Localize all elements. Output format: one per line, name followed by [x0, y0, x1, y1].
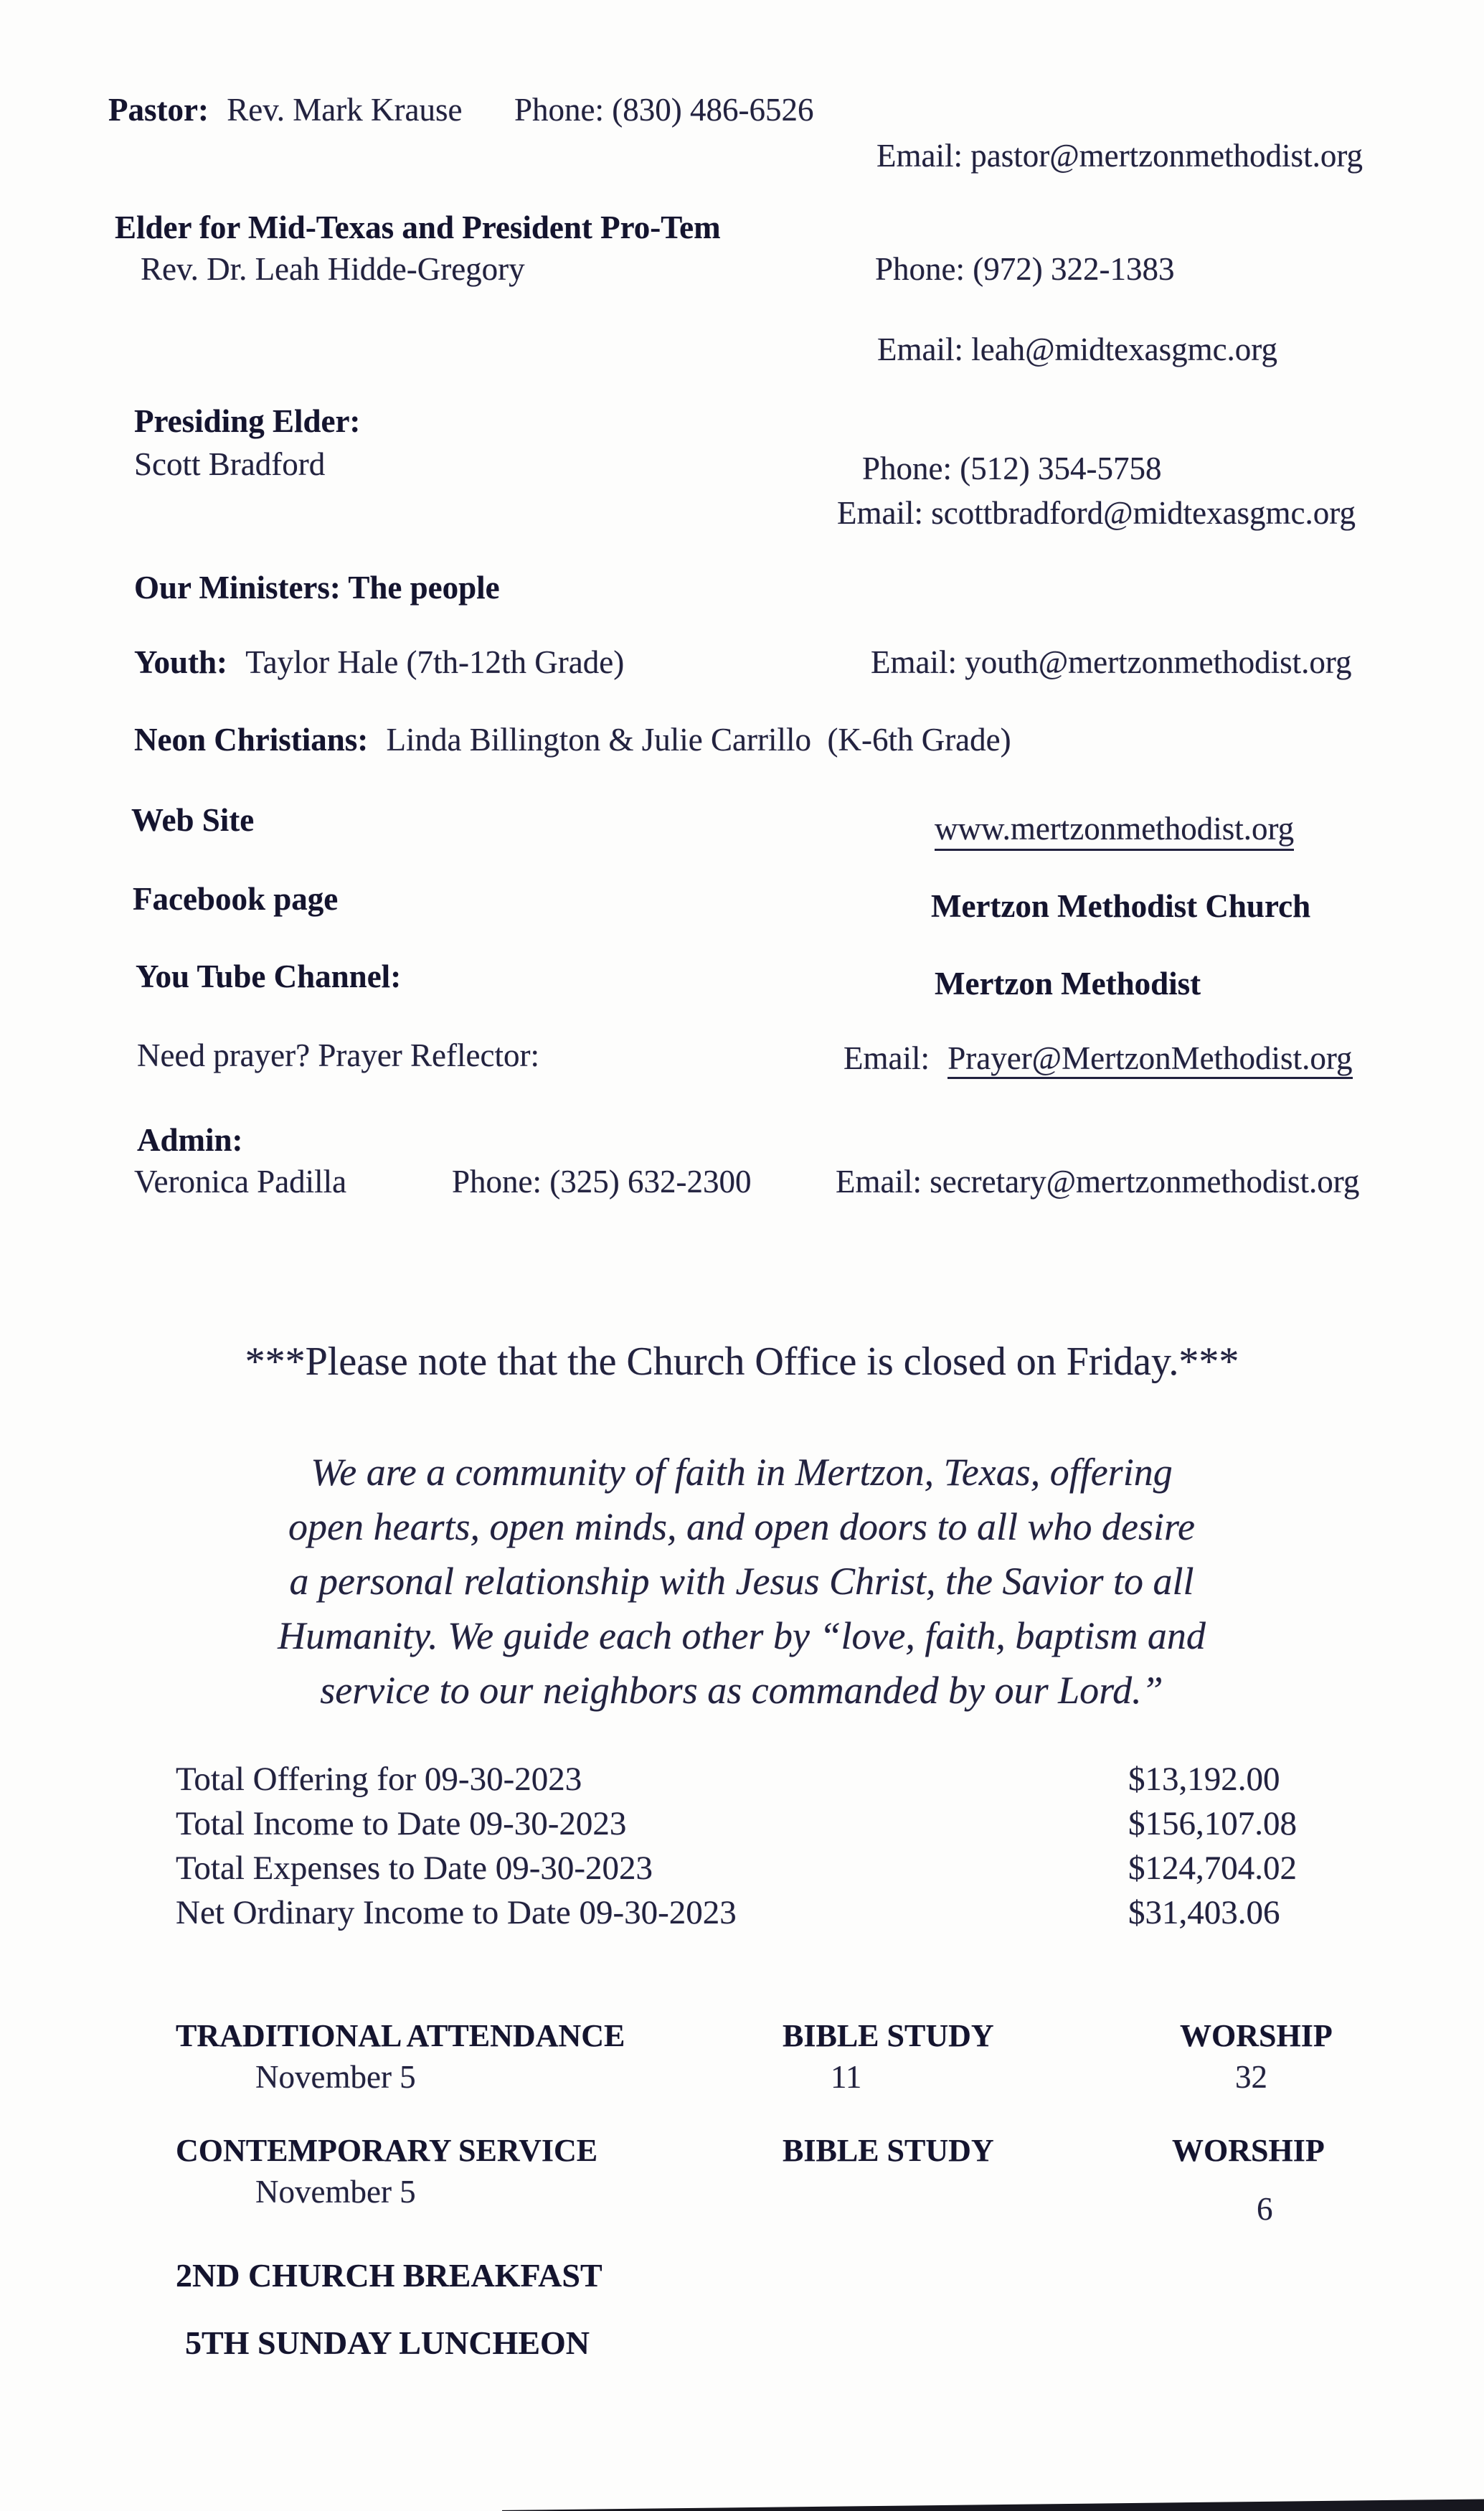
facebook-page-name: Mertzon Methodist Church	[931, 888, 1311, 924]
our-ministers-line: Our Ministers: The people	[134, 570, 500, 606]
attendance-date: November 5	[255, 2174, 416, 2210]
financial-label: Net Ordinary Income to Date 09-30-2023	[176, 1894, 737, 1931]
admin-email: Email: secretary@mertzonmethodist.org	[836, 1164, 1360, 1200]
elder-email: Email: leah@midtexasgmc.org	[877, 331, 1277, 367]
contemporary-service-title: CONTEMPORARY SERVICE	[176, 2133, 598, 2168]
elder-phone: Phone: (972) 322-1383	[875, 251, 1175, 287]
financial-amount: $124,704.02	[1128, 1850, 1297, 1887]
mission-line: service to our neighbors as commanded by our Lord.”	[320, 1669, 1163, 1712]
website-label: Web Site	[131, 802, 255, 838]
website-link[interactable]: www.mertzonmethodist.org	[935, 811, 1294, 851]
presiding-elder-label: Presiding Elder:	[134, 403, 361, 439]
neon-christians-line	[134, 722, 1011, 759]
financial-row	[176, 1760, 1438, 1799]
bible-study-header: BIBLE STUDY	[783, 2133, 994, 2168]
pastor-name: Rev. Mark Krause	[227, 92, 463, 128]
pastor-line	[108, 92, 462, 129]
worship-count: 32	[1235, 2059, 1267, 2095]
financial-label: Total Income to Date 09-30-2023	[176, 1805, 627, 1842]
financial-row	[176, 1804, 1438, 1843]
elder-name: Rev. Dr. Leah Hidde-Gregory	[141, 251, 525, 287]
bible-study-header: BIBLE STUDY	[783, 2018, 994, 2053]
financial-amount: $156,107.08	[1128, 1805, 1297, 1842]
event-church-breakfast: 2ND CHURCH BREAKFAST	[176, 2257, 602, 2294]
pastor-label: Pastor:	[108, 92, 209, 128]
elder-heading: Elder for Mid-Texas and President Pro-Tem	[115, 209, 721, 245]
mission-line: Humanity. We guide each other by “love, faith, baptism and	[278, 1614, 1206, 1657]
mission-line: a personal relationship with Jesus Christ, the Savior to all	[289, 1560, 1194, 1603]
mission-line: open hearts, open minds, and open doors to all who desire	[288, 1505, 1195, 1548]
financial-amount: $31,403.06	[1128, 1894, 1280, 1931]
presiding-elder-phone: Phone: (512) 354-5758	[862, 451, 1162, 486]
prayer-reflector-label: Need prayer? Prayer Reflector:	[137, 1037, 539, 1073]
admin-phone: Phone: (325) 632-2300	[452, 1164, 752, 1200]
prayer-email-prefix: Email:	[843, 1040, 930, 1076]
admin-label: Admin:	[137, 1122, 243, 1158]
facebook-label: Facebook page	[133, 881, 339, 917]
prayer-email-line	[843, 1040, 1353, 1078]
traditional-attendance-title: TRADITIONAL ATTENDANCE	[176, 2018, 625, 2053]
youth-label: Youth:	[134, 644, 228, 680]
youtube-channel-name: Mertzon Methodist	[935, 966, 1201, 1002]
neon-christians-names: Linda Billington & Julie Carrillo (K-6th Grade)	[386, 722, 1011, 758]
pastor-email: Email: pastor@mertzonmethodist.org	[876, 138, 1363, 174]
presiding-elder-name: Scott Bradford	[134, 446, 326, 482]
pastor-phone: Phone: (830) 486-6526	[514, 92, 814, 128]
youth-email: Email: youth@mertzonmethodist.org	[871, 644, 1352, 680]
scan-edge-artifact	[502, 2498, 1484, 2511]
financial-amount: $13,192.00	[1128, 1761, 1280, 1798]
youth-line	[134, 644, 624, 682]
presiding-elder-email: Email: scottbradford@midtexasgmc.org	[837, 495, 1356, 531]
admin-name: Veronica Padilla	[134, 1164, 347, 1200]
youtube-label: You Tube Channel:	[136, 958, 402, 994]
worship-count: 6	[1257, 2191, 1273, 2227]
mission-statement	[132, 1445, 1351, 1718]
financial-label: Total Offering for 09-30-2023	[176, 1761, 582, 1798]
bible-study-count: 11	[831, 2059, 862, 2095]
mission-line: We are a community of faith in Mertzon, Texas, offering	[311, 1451, 1173, 1494]
financial-row	[176, 1893, 1438, 1932]
attendance-date: November 5	[255, 2059, 416, 2095]
worship-header: WORSHIP	[1180, 2018, 1333, 2053]
financial-label: Total Expenses to Date 09-30-2023	[176, 1850, 653, 1887]
youth-name: Taylor Hale (7th-12th Grade)	[245, 644, 625, 680]
office-closed-notice: ***Please note that the Church Office is closed on Friday.***	[245, 1339, 1239, 1384]
worship-header: WORSHIP	[1172, 2133, 1325, 2168]
prayer-email-link[interactable]: Prayer@MertzonMethodist.org	[947, 1040, 1352, 1079]
financial-row	[176, 1849, 1438, 1888]
neon-christians-label: Neon Christians:	[134, 722, 369, 758]
event-sunday-luncheon: 5TH SUNDAY LUNCHEON	[185, 2324, 590, 2361]
